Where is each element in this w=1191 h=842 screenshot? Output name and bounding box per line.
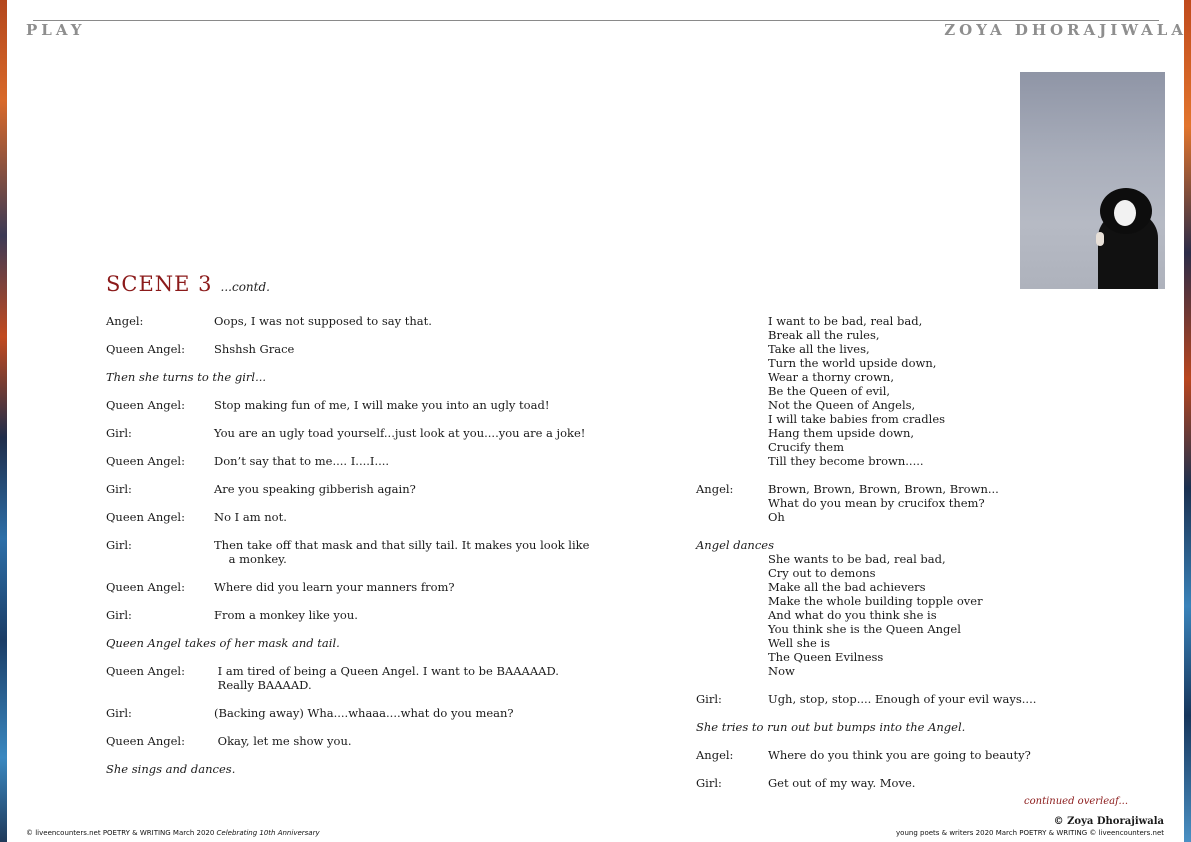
- stage-direction: Queen Angel takes of her mask and tail.: [106, 636, 340, 650]
- left-decorative-edge: [0, 0, 7, 842]
- song-line: Break all the rules,: [768, 328, 880, 342]
- dialogue-text-line: What do you mean by crucifox them?: [768, 496, 985, 510]
- dialogue-line: [106, 664, 586, 692]
- dialogue-text: [214, 454, 586, 468]
- speaker-name: Queen Angel:: [106, 342, 185, 356]
- song-line: I will take babies from cradles: [768, 412, 946, 426]
- song-line: Crucify them: [768, 440, 844, 454]
- dialogue-text: [768, 482, 1056, 524]
- dialogue-text: [214, 342, 586, 356]
- dialogue-line: [106, 706, 586, 720]
- song-line: Till they become brown.....: [768, 454, 924, 468]
- song-line: Wear a thorny crown,: [768, 370, 894, 384]
- section-label: PLAY: [26, 21, 86, 39]
- dialogue-line: [106, 398, 586, 412]
- dialogue-text: [214, 580, 586, 594]
- dialogue-text-line: Where do you think you are going to beauty?: [768, 748, 1031, 762]
- dialogue-line: [106, 580, 586, 594]
- song-line: Hang them upside down,: [768, 426, 915, 440]
- song-line: The Queen Evilness: [768, 650, 884, 664]
- dialogue-text: [214, 538, 589, 566]
- song-verse-1: [768, 314, 1056, 468]
- dialogue-line: [106, 342, 586, 356]
- dialogue-line: [106, 538, 590, 566]
- right-decorative-edge: [1184, 0, 1191, 842]
- dialogue-text: [214, 706, 586, 720]
- speaker-name: Girl:: [106, 706, 132, 720]
- dialogue-line: [106, 454, 586, 468]
- song-line: She wants to be bad, real bad,: [768, 552, 946, 566]
- author-header: ZOYA DHORAJIWALA: [944, 21, 1187, 39]
- performer-mask-shape: [1114, 200, 1136, 226]
- dialogue-text-line: Ugh, stop, stop.... Enough of your evil ways....: [768, 692, 1037, 706]
- scene-title: SCENE 3: [106, 272, 213, 296]
- dialogue-text: [214, 314, 586, 328]
- song-line: Take all the lives,: [768, 342, 870, 356]
- speaker-name: Girl:: [696, 692, 722, 706]
- dialogue-text-line: Shshsh Grace: [214, 342, 295, 356]
- song-line: And what do you think she is: [768, 608, 937, 622]
- right-dialogue-column: [696, 314, 1056, 804]
- dialogue-text: [214, 510, 586, 524]
- dialogue-line: [696, 692, 1056, 706]
- dialogue-line: [696, 776, 1056, 790]
- song-line: Now: [768, 664, 795, 678]
- song-line: Make the whole building topple over: [768, 594, 983, 608]
- dialogue-text-line: Brown, Brown, Brown, Brown, Brown...: [768, 482, 999, 496]
- speaker-name: Queen Angel:: [106, 580, 185, 594]
- dialogue-text-line: Where did you learn your manners from?: [214, 580, 455, 594]
- stage-direction: Then she turns to the girl...: [106, 370, 267, 384]
- copyright-credit: © Zoya Dhorajiwala: [1053, 816, 1164, 827]
- footer-left-text: © liveencounters.net POETRY & WRITING March 2020: [26, 829, 217, 837]
- stage-direction: She tries to run out but bumps into the Angel.: [696, 720, 966, 734]
- dialogue-text: [214, 664, 586, 692]
- stage-direction: Angel dances: [696, 538, 774, 552]
- speaker-name: Girl:: [106, 608, 132, 622]
- dialogue-text-line: Oops, I was not supposed to say that.: [214, 314, 432, 328]
- dialogue-text-line: Okay, let me show you.: [214, 734, 352, 748]
- footer-anniversary: Celebrating 10th Anniversary: [216, 829, 320, 837]
- speaker-name: Angel:: [696, 482, 734, 496]
- footer-left: [26, 829, 320, 837]
- continued-overleaf-note: continued overleaf...: [1024, 796, 1128, 807]
- performer-photo: [1020, 72, 1165, 289]
- dialogue-text: [214, 608, 586, 622]
- dialogue-line: [696, 482, 1056, 524]
- speaker-name: Queen Angel:: [106, 664, 185, 678]
- dialogue-text-line: I am tired of being a Queen Angel. I want to be BAAAAAD.: [214, 664, 559, 678]
- song-line: Be the Queen of evil,: [768, 384, 891, 398]
- speaker-name: Girl:: [696, 776, 722, 790]
- dialogue-text: [768, 692, 1056, 706]
- left-dialogue-column: [106, 314, 590, 790]
- speaker-name: Girl:: [106, 426, 132, 440]
- dialogue-line: [106, 482, 586, 496]
- scene-subtitle: ...contd.: [220, 280, 270, 294]
- dialogue-text-line: Stop making fun of me, I will make you into an ugly toad!: [214, 398, 550, 412]
- dialogue-text: [768, 748, 1056, 762]
- speaker-name: Girl:: [106, 482, 132, 496]
- stage-direction: She sings and dances.: [106, 762, 236, 776]
- dialogue-text-line: Don’t say that to me.... I....I....: [214, 454, 390, 468]
- speaker-name: Girl:: [106, 538, 132, 552]
- dialogue-text-line: Oh: [768, 510, 785, 524]
- dialogue-line: [106, 734, 586, 748]
- dialogue-text-line: No I am not.: [214, 510, 287, 524]
- dialogue-text-line: From a monkey like you.: [214, 608, 358, 622]
- performer-hand-shape: [1096, 232, 1104, 246]
- dialogue-text: [768, 776, 1056, 790]
- dialogue-text-line: (Backing away) Wha....whaaa....what do you mean?: [214, 706, 514, 720]
- song-line: Make all the bad achievers: [768, 580, 926, 594]
- dialogue-line: [106, 314, 586, 328]
- song-line: I want to be bad, real bad,: [768, 314, 923, 328]
- song-line: Not the Queen of Angels,: [768, 398, 916, 412]
- dialogue-text-line: Then take off that mask and that silly tail. It makes you look like: [214, 538, 590, 552]
- song-line: Well she is: [768, 636, 831, 650]
- dialogue-line: [106, 608, 586, 622]
- dialogue-line: [696, 748, 1056, 762]
- speaker-name: Queen Angel:: [106, 398, 185, 412]
- dialogue-text-line: Are you speaking gibberish again?: [214, 482, 416, 496]
- song-line: Cry out to demons: [768, 566, 876, 580]
- speaker-name: Queen Angel:: [106, 734, 185, 748]
- song-line: You think she is the Queen Angel: [768, 622, 961, 636]
- speaker-name: Queen Angel:: [106, 510, 185, 524]
- footer-right: young poets & writers 2020 March POETRY & WRITING © liveencounters.net: [896, 829, 1164, 837]
- dialogue-text-line: a monkey.: [214, 552, 287, 566]
- dialogue-text: [214, 426, 586, 440]
- dialogue-text-line: You are an ugly toad yourself...just look at you....you are a joke!: [214, 426, 586, 440]
- dialogue-text-line: Get out of my way. Move.: [768, 776, 916, 790]
- dialogue-text: [214, 734, 586, 748]
- dialogue-text: [214, 482, 586, 496]
- song-line: Turn the world upside down,: [768, 356, 937, 370]
- speaker-name: Angel:: [106, 314, 144, 328]
- dialogue-text: [214, 398, 586, 412]
- scene-heading: [106, 272, 270, 296]
- dialogue-text-line: Really BAAAAD.: [214, 678, 312, 692]
- magazine-page: [7, 0, 1187, 842]
- dialogue-line: [106, 510, 586, 524]
- song-verse-2: [768, 552, 1056, 678]
- speaker-name: Angel:: [696, 748, 734, 762]
- dialogue-line: [106, 426, 586, 440]
- speaker-name: Queen Angel:: [106, 454, 185, 468]
